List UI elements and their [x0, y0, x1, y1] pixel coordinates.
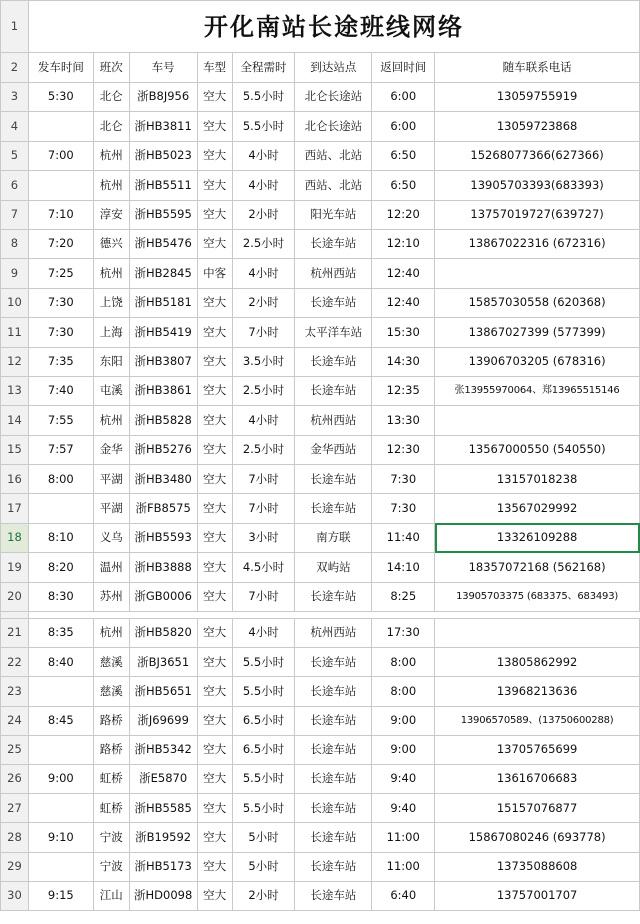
route-cell[interactable]: 杭州 — [93, 619, 129, 648]
departure-time-cell[interactable]: 8:20 — [28, 553, 93, 582]
vehicle-type-cell[interactable]: 空大 — [197, 200, 232, 229]
vehicle-type-cell[interactable]: 空大 — [197, 112, 232, 141]
destination-cell[interactable]: 长途车站 — [295, 288, 372, 317]
departure-time-cell[interactable]: 7:00 — [28, 141, 93, 170]
row-header-gap — [1, 612, 29, 619]
row-header: 2 — [1, 53, 29, 83]
route-cell[interactable]: 德兴 — [93, 229, 129, 258]
row-header[interactable]: 7 — [1, 200, 29, 229]
plate-cell[interactable]: 浙HB3861 — [129, 376, 197, 405]
row-header[interactable]: 22 — [1, 648, 29, 677]
plate-cell[interactable]: 浙HB5476 — [129, 229, 197, 258]
route-cell[interactable]: 北仑 — [93, 112, 129, 141]
destination-cell[interactable]: 西站、北站 — [295, 171, 372, 200]
table-row — [1, 259, 640, 288]
duration-cell[interactable]: 5.5小时 — [232, 83, 295, 112]
duration-cell[interactable]: 4小时 — [232, 259, 295, 288]
vehicle-type-cell[interactable]: 空大 — [197, 553, 232, 582]
table-row — [1, 112, 640, 141]
departure-time-cell[interactable]: 7:25 — [28, 259, 93, 288]
phone-cell[interactable]: 15857030558 (620368) — [435, 288, 640, 317]
phone-cell[interactable]: 13906703205 (678316) — [435, 347, 640, 376]
destination-cell[interactable]: 北仑长途站 — [295, 83, 372, 112]
phone-cell[interactable]: 13757001707 — [435, 881, 640, 910]
vehicle-type-cell[interactable]: 空大 — [197, 735, 232, 764]
return-time-cell[interactable]: 12:20 — [372, 200, 435, 229]
table-row — [1, 229, 640, 258]
departure-time-cell[interactable]: 7:10 — [28, 200, 93, 229]
departure-time-cell[interactable]: 8:30 — [28, 582, 93, 611]
destination-cell[interactable]: 长途车站 — [295, 677, 372, 706]
return-time-cell[interactable]: 12:40 — [372, 288, 435, 317]
vehicle-type-cell[interactable]: 空大 — [197, 619, 232, 648]
plate-cell[interactable]: 浙HB3480 — [129, 465, 197, 494]
departure-time-cell[interactable]: 5:30 — [28, 83, 93, 112]
duration-cell[interactable]: 5.5小时 — [232, 112, 295, 141]
duration-cell[interactable]: 7小时 — [232, 318, 295, 347]
row-header[interactable]: 18 — [1, 523, 29, 552]
return-time-cell[interactable]: 17:30 — [372, 619, 435, 648]
row-header[interactable]: 8 — [1, 229, 29, 258]
destination-cell[interactable]: 长途车站 — [295, 852, 372, 881]
phone-cell[interactable]: 13059723868 — [435, 112, 640, 141]
gap-cell — [28, 612, 639, 619]
return-time-cell[interactable]: 9:40 — [372, 764, 435, 793]
table-row — [1, 706, 640, 735]
duration-cell[interactable]: 4.5小时 — [232, 553, 295, 582]
duration-cell[interactable]: 4小时 — [232, 406, 295, 435]
route-cell[interactable]: 北仑 — [93, 83, 129, 112]
plate-cell[interactable]: 浙GB0006 — [129, 582, 197, 611]
row-header[interactable]: 27 — [1, 794, 29, 823]
table-row — [1, 823, 640, 852]
route-cell[interactable]: 屯溪 — [93, 376, 129, 405]
phone-cell[interactable]: 13757019727(639727) — [435, 200, 640, 229]
phone-cell[interactable] — [435, 406, 640, 435]
plate-cell[interactable]: 浙HB5511 — [129, 171, 197, 200]
phone-cell[interactable]: 13705765699 — [435, 735, 640, 764]
route-cell[interactable]: 上饶 — [93, 288, 129, 317]
destination-cell[interactable]: 长途车站 — [295, 794, 372, 823]
route-cell[interactable]: 义乌 — [93, 523, 129, 552]
destination-cell[interactable]: 金华西站 — [295, 435, 372, 464]
departure-time-cell[interactable]: 9:00 — [28, 764, 93, 793]
return-time-cell[interactable]: 12:30 — [372, 435, 435, 464]
duration-cell[interactable]: 5.5小时 — [232, 764, 295, 793]
departure-time-cell[interactable] — [28, 171, 93, 200]
return-time-cell[interactable]: 8:25 — [372, 582, 435, 611]
return-time-cell[interactable]: 6:00 — [372, 112, 435, 141]
departure-time-cell[interactable] — [28, 794, 93, 823]
vehicle-type-cell[interactable]: 空大 — [197, 83, 232, 112]
duration-cell[interactable]: 2小时 — [232, 881, 295, 910]
departure-time-cell[interactable] — [28, 852, 93, 881]
plate-cell[interactable]: 浙J69699 — [129, 706, 197, 735]
departure-time-cell[interactable] — [28, 677, 93, 706]
plate-cell[interactable]: 浙HB3811 — [129, 112, 197, 141]
destination-cell[interactable]: 长途车站 — [295, 582, 372, 611]
row-header[interactable]: 12 — [1, 347, 29, 376]
vehicle-type-cell[interactable]: 空大 — [197, 582, 232, 611]
plate-cell[interactable]: 浙HB5023 — [129, 141, 197, 170]
route-cell[interactable]: 路桥 — [93, 706, 129, 735]
column-header[interactable]: 随车联系电话 — [435, 53, 640, 83]
phone-cell[interactable]: 13905703393(683393) — [435, 171, 640, 200]
destination-cell[interactable]: 南方联 — [295, 523, 372, 552]
departure-time-cell[interactable]: 7:40 — [28, 376, 93, 405]
duration-cell[interactable]: 7小时 — [232, 494, 295, 523]
phone-cell[interactable]: 13567029992 — [435, 494, 640, 523]
destination-cell[interactable]: 双屿站 — [295, 553, 372, 582]
table-row — [1, 881, 640, 910]
duration-cell[interactable]: 2.5小时 — [232, 229, 295, 258]
departure-time-cell[interactable]: 8:00 — [28, 465, 93, 494]
plate-cell[interactable]: 浙HB5173 — [129, 852, 197, 881]
route-cell[interactable]: 平湖 — [93, 465, 129, 494]
plate-cell[interactable]: 浙HB5820 — [129, 619, 197, 648]
table-row — [1, 553, 640, 582]
return-time-cell[interactable]: 8:00 — [372, 648, 435, 677]
return-time-cell[interactable]: 6:00 — [372, 83, 435, 112]
departure-time-cell[interactable]: 7:55 — [28, 406, 93, 435]
return-time-cell[interactable]: 7:30 — [372, 465, 435, 494]
phone-cell[interactable]: 13157018238 — [435, 465, 640, 494]
row-header[interactable]: 3 — [1, 83, 29, 112]
column-header[interactable]: 班次 — [93, 53, 129, 83]
vehicle-type-cell[interactable]: 空大 — [197, 288, 232, 317]
departure-time-cell[interactable]: 7:30 — [28, 318, 93, 347]
vehicle-type-cell[interactable]: 空大 — [197, 823, 232, 852]
duration-cell[interactable]: 2小时 — [232, 200, 295, 229]
destination-cell[interactable]: 长途车站 — [295, 494, 372, 523]
route-cell[interactable]: 上海 — [93, 318, 129, 347]
return-time-cell[interactable]: 8:00 — [372, 677, 435, 706]
vehicle-type-cell[interactable]: 空大 — [197, 141, 232, 170]
row-header[interactable]: 10 — [1, 288, 29, 317]
return-time-cell[interactable]: 12:40 — [372, 259, 435, 288]
sheet-title[interactable]: 开化南站长途班线网络 — [28, 1, 639, 53]
phone-cell[interactable]: 13326109288 — [435, 523, 640, 552]
phone-cell[interactable]: 15867080246 (693778) — [435, 823, 640, 852]
row-header[interactable]: 20 — [1, 582, 29, 611]
phone-cell[interactable]: 15268077366(627366) — [435, 141, 640, 170]
table-row — [1, 465, 640, 494]
phone-cell[interactable] — [435, 619, 640, 648]
plate-cell[interactable]: 浙HB2845 — [129, 259, 197, 288]
table-row — [1, 200, 640, 229]
vehicle-type-cell[interactable]: 空大 — [197, 318, 232, 347]
table-row — [1, 523, 640, 552]
header-row — [1, 53, 640, 83]
destination-cell[interactable]: 杭州西站 — [295, 406, 372, 435]
row-header[interactable]: 15 — [1, 435, 29, 464]
row-header[interactable]: 13 — [1, 376, 29, 405]
departure-time-cell[interactable] — [28, 494, 93, 523]
vehicle-type-cell[interactable]: 空大 — [197, 794, 232, 823]
table-row — [1, 171, 640, 200]
title-row — [1, 1, 640, 53]
plate-cell[interactable]: 浙HB5342 — [129, 735, 197, 764]
phone-cell[interactable]: 13905703375 (683375、683493) — [435, 582, 640, 611]
route-cell[interactable]: 杭州 — [93, 259, 129, 288]
return-time-cell[interactable]: 13:30 — [372, 406, 435, 435]
column-header[interactable]: 发车时间 — [28, 53, 93, 83]
destination-cell[interactable]: 长途车站 — [295, 823, 372, 852]
departure-time-cell[interactable]: 7:30 — [28, 288, 93, 317]
duration-cell[interactable]: 5.5小时 — [232, 648, 295, 677]
destination-cell[interactable]: 长途车站 — [295, 376, 372, 405]
return-time-cell[interactable]: 6:50 — [372, 141, 435, 170]
column-header[interactable]: 到达站点 — [295, 53, 372, 83]
plate-cell[interactable]: 浙HB3807 — [129, 347, 197, 376]
row-header[interactable]: 17 — [1, 494, 29, 523]
destination-cell[interactable]: 阳光车站 — [295, 200, 372, 229]
route-cell[interactable]: 虹桥 — [93, 764, 129, 793]
plate-cell[interactable]: 浙BJ3651 — [129, 648, 197, 677]
phone-cell[interactable]: 13805862992 — [435, 648, 640, 677]
row-header[interactable]: 30 — [1, 881, 29, 910]
destination-cell[interactable]: 太平洋车站 — [295, 318, 372, 347]
departure-time-cell[interactable]: 7:20 — [28, 229, 93, 258]
duration-cell[interactable]: 5.5小时 — [232, 677, 295, 706]
phone-cell[interactable]: 18357072168 (562168) — [435, 553, 640, 582]
table-row — [1, 582, 640, 611]
duration-cell[interactable]: 7小时 — [232, 582, 295, 611]
route-cell[interactable]: 金华 — [93, 435, 129, 464]
plate-cell[interactable]: 浙FB8575 — [129, 494, 197, 523]
row-header[interactable]: 26 — [1, 764, 29, 793]
row-header[interactable]: 4 — [1, 112, 29, 141]
return-time-cell[interactable]: 12:10 — [372, 229, 435, 258]
phone-cell[interactable]: 13867022316 (672316) — [435, 229, 640, 258]
route-cell[interactable]: 杭州 — [93, 171, 129, 200]
plate-cell[interactable]: 浙B8J956 — [129, 83, 197, 112]
phone-cell[interactable]: 13616706683 — [435, 764, 640, 793]
departure-time-cell[interactable]: 7:57 — [28, 435, 93, 464]
route-cell[interactable]: 东阳 — [93, 347, 129, 376]
table-row — [1, 376, 640, 405]
destination-cell[interactable]: 杭州西站 — [295, 619, 372, 648]
route-cell[interactable]: 淳安 — [93, 200, 129, 229]
table-row — [1, 794, 640, 823]
column-header[interactable]: 返回时间 — [372, 53, 435, 83]
row-header[interactable]: 23 — [1, 677, 29, 706]
return-time-cell[interactable]: 11:00 — [372, 852, 435, 881]
table-row — [1, 735, 640, 764]
return-time-cell[interactable]: 6:50 — [372, 171, 435, 200]
return-time-cell[interactable]: 15:30 — [372, 318, 435, 347]
return-time-cell[interactable]: 7:30 — [372, 494, 435, 523]
phone-cell[interactable]: 13735088608 — [435, 852, 640, 881]
duration-cell[interactable]: 4小时 — [232, 141, 295, 170]
destination-cell[interactable]: 长途车站 — [295, 706, 372, 735]
row-header[interactable]: 21 — [1, 619, 29, 648]
plate-cell[interactable]: 浙HB5651 — [129, 677, 197, 706]
table-row — [1, 435, 640, 464]
vehicle-type-cell[interactable]: 空大 — [197, 677, 232, 706]
phone-cell[interactable]: 张13955970064、郑13965515146 — [435, 376, 640, 405]
phone-cell[interactable]: 13867027399 (577399) — [435, 318, 640, 347]
table-row — [1, 619, 640, 648]
plate-cell[interactable]: 浙HB5828 — [129, 406, 197, 435]
departure-time-cell[interactable]: 8:35 — [28, 619, 93, 648]
departure-time-cell[interactable]: 8:45 — [28, 706, 93, 735]
vehicle-type-cell[interactable]: 空大 — [197, 648, 232, 677]
route-cell[interactable]: 杭州 — [93, 141, 129, 170]
departure-time-cell[interactable]: 7:35 — [28, 347, 93, 376]
vehicle-type-cell[interactable]: 空大 — [197, 881, 232, 910]
departure-time-cell[interactable] — [28, 112, 93, 141]
phone-cell[interactable]: 13567000550 (540550) — [435, 435, 640, 464]
plate-cell[interactable]: 浙HD0098 — [129, 881, 197, 910]
vehicle-type-cell[interactable]: 空大 — [197, 406, 232, 435]
return-time-cell[interactable]: 14:30 — [372, 347, 435, 376]
row-header[interactable]: 6 — [1, 171, 29, 200]
phone-cell[interactable]: 15157076877 — [435, 794, 640, 823]
plate-cell[interactable]: 浙HB3888 — [129, 553, 197, 582]
plate-cell[interactable]: 浙HB5276 — [129, 435, 197, 464]
plate-cell[interactable]: 浙B19592 — [129, 823, 197, 852]
route-cell[interactable]: 慈溪 — [93, 677, 129, 706]
vehicle-type-cell[interactable]: 空大 — [197, 229, 232, 258]
phone-cell[interactable]: 13906570589、(13750600288) — [435, 706, 640, 735]
route-cell[interactable]: 路桥 — [93, 735, 129, 764]
destination-cell[interactable]: 长途车站 — [295, 229, 372, 258]
table-row — [1, 318, 640, 347]
duration-cell[interactable]: 2.5小时 — [232, 435, 295, 464]
phone-cell[interactable]: 13059755919 — [435, 83, 640, 112]
duration-cell[interactable]: 6.5小时 — [232, 706, 295, 735]
route-cell[interactable]: 虹桥 — [93, 794, 129, 823]
departure-time-cell[interactable]: 8:10 — [28, 523, 93, 552]
row-header[interactable]: 16 — [1, 465, 29, 494]
vehicle-type-cell[interactable]: 空大 — [197, 764, 232, 793]
row-header[interactable]: 29 — [1, 852, 29, 881]
vehicle-type-cell[interactable]: 空大 — [197, 435, 232, 464]
vehicle-type-cell[interactable]: 空大 — [197, 376, 232, 405]
table-row — [1, 83, 640, 112]
route-cell[interactable]: 杭州 — [93, 406, 129, 435]
plate-cell[interactable]: 浙HB5419 — [129, 318, 197, 347]
vehicle-type-cell[interactable]: 空大 — [197, 171, 232, 200]
route-cell[interactable]: 温州 — [93, 553, 129, 582]
return-time-cell[interactable]: 9:00 — [372, 706, 435, 735]
duration-cell[interactable]: 3小时 — [232, 523, 295, 552]
duration-cell[interactable]: 4小时 — [232, 171, 295, 200]
destination-cell[interactable]: 长途车站 — [295, 881, 372, 910]
return-time-cell[interactable]: 6:40 — [372, 881, 435, 910]
table-row — [1, 764, 640, 793]
column-header[interactable]: 车型 — [197, 53, 232, 83]
row-header[interactable]: 19 — [1, 553, 29, 582]
table-row — [1, 852, 640, 881]
return-time-cell[interactable]: 12:35 — [372, 376, 435, 405]
vehicle-type-cell[interactable]: 空大 — [197, 706, 232, 735]
plate-cell[interactable]: 浙HB5585 — [129, 794, 197, 823]
return-time-cell[interactable]: 9:40 — [372, 794, 435, 823]
plate-cell[interactable]: 浙E5870 — [129, 764, 197, 793]
table-row — [1, 406, 640, 435]
row-header[interactable]: 28 — [1, 823, 29, 852]
plate-cell[interactable]: 浙HB5181 — [129, 288, 197, 317]
row-header[interactable]: 11 — [1, 318, 29, 347]
return-time-cell[interactable]: 14:10 — [372, 553, 435, 582]
destination-cell[interactable]: 长途车站 — [295, 648, 372, 677]
plate-cell[interactable]: 浙HB5593 — [129, 523, 197, 552]
plate-cell[interactable]: 浙HB5595 — [129, 200, 197, 229]
departure-time-cell[interactable]: 9:10 — [28, 823, 93, 852]
phone-cell[interactable]: 13968213636 — [435, 677, 640, 706]
vehicle-type-cell[interactable]: 中客 — [197, 259, 232, 288]
phone-cell[interactable] — [435, 259, 640, 288]
destination-cell[interactable]: 长途车站 — [295, 347, 372, 376]
route-cell[interactable]: 宁波 — [93, 852, 129, 881]
row-header[interactable]: 14 — [1, 406, 29, 435]
destination-cell[interactable]: 长途车站 — [295, 764, 372, 793]
route-cell[interactable]: 平湖 — [93, 494, 129, 523]
vehicle-type-cell[interactable]: 空大 — [197, 465, 232, 494]
duration-cell[interactable]: 5小时 — [232, 823, 295, 852]
duration-cell[interactable]: 7小时 — [232, 465, 295, 494]
column-header[interactable]: 全程需时 — [232, 53, 295, 83]
vehicle-type-cell[interactable]: 空大 — [197, 852, 232, 881]
return-time-cell[interactable]: 9:00 — [372, 735, 435, 764]
destination-cell[interactable]: 西站、北站 — [295, 141, 372, 170]
destination-cell[interactable]: 北仑长途站 — [295, 112, 372, 141]
vehicle-type-cell[interactable]: 空大 — [197, 347, 232, 376]
route-cell[interactable]: 慈溪 — [93, 648, 129, 677]
vehicle-type-cell[interactable]: 空大 — [197, 523, 232, 552]
row-header[interactable]: 24 — [1, 706, 29, 735]
duration-cell[interactable]: 4小时 — [232, 619, 295, 648]
table-row — [1, 648, 640, 677]
duration-cell[interactable]: 3.5小时 — [232, 347, 295, 376]
column-header[interactable]: 车号 — [129, 53, 197, 83]
row-header[interactable]: 5 — [1, 141, 29, 170]
vehicle-type-cell[interactable]: 空大 — [197, 494, 232, 523]
row-header[interactable]: 9 — [1, 259, 29, 288]
departure-time-cell[interactable]: 9:15 — [28, 881, 93, 910]
departure-time-cell[interactable] — [28, 735, 93, 764]
duration-cell[interactable]: 5.5小时 — [232, 794, 295, 823]
row-header[interactable]: 25 — [1, 735, 29, 764]
destination-cell[interactable]: 长途车站 — [295, 465, 372, 494]
duration-cell[interactable]: 2.5小时 — [232, 376, 295, 405]
duration-cell[interactable]: 2小时 — [232, 288, 295, 317]
route-cell[interactable]: 苏州 — [93, 582, 129, 611]
destination-cell[interactable]: 杭州西站 — [295, 259, 372, 288]
table-row — [1, 347, 640, 376]
table-row — [1, 141, 640, 170]
return-time-cell[interactable]: 11:00 — [372, 823, 435, 852]
return-time-cell[interactable]: 11:40 — [372, 523, 435, 552]
table-row — [1, 677, 640, 706]
row-gap — [1, 612, 640, 619]
table-row — [1, 494, 640, 523]
table-row — [1, 288, 640, 317]
duration-cell[interactable]: 6.5小时 — [232, 735, 295, 764]
departure-time-cell[interactable]: 8:40 — [28, 648, 93, 677]
destination-cell[interactable]: 长途车站 — [295, 735, 372, 764]
duration-cell[interactable]: 5小时 — [232, 852, 295, 881]
row-header: 1 — [1, 1, 29, 53]
route-cell[interactable]: 江山 — [93, 881, 129, 910]
route-cell[interactable]: 宁波 — [93, 823, 129, 852]
